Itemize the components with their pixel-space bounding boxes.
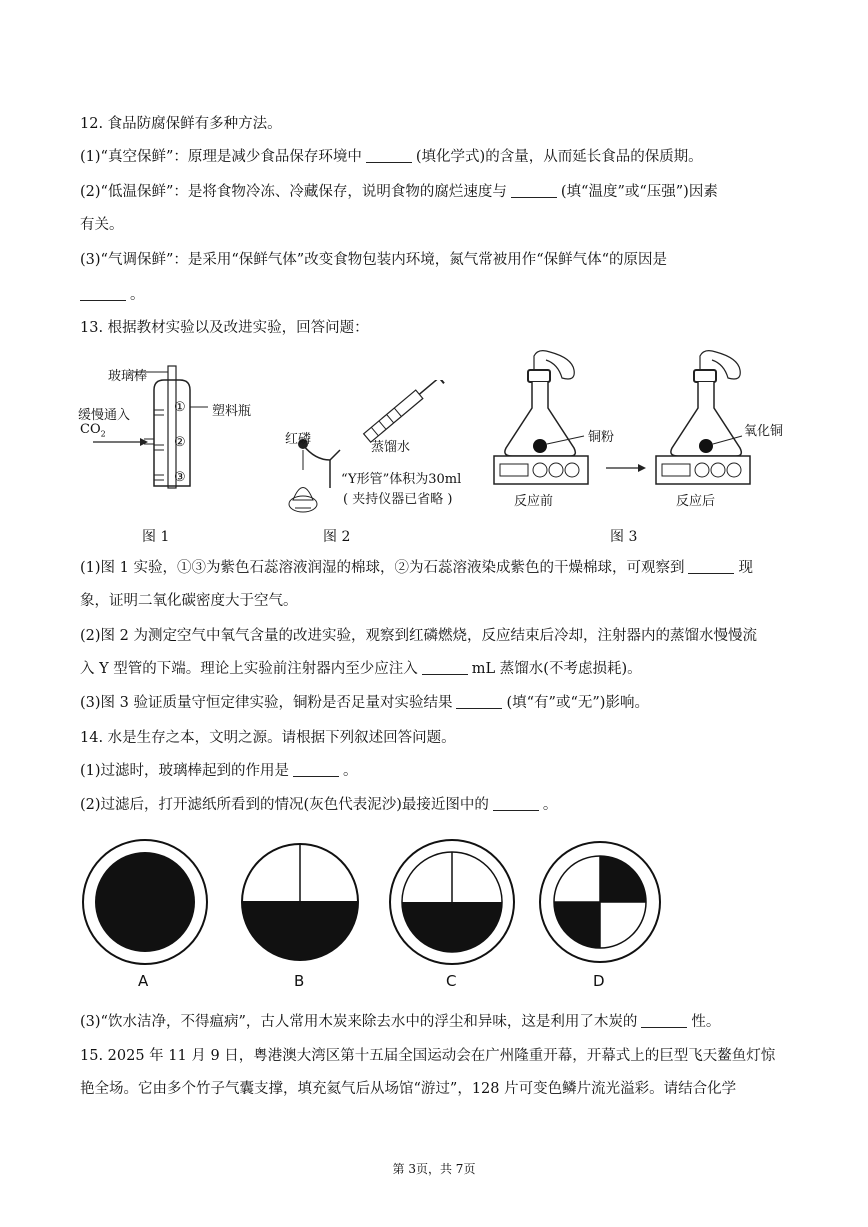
q15-line-2: 艳全场。它由多个竹子气囊支撑，填充氦气后从场馆“游过”，128 片可变色鳞片流光溢彩。请结合化学 (80, 1081, 737, 1097)
q14-part2-text-a: (2)过滤后，打开滤纸所看到的情况(灰色代表泥沙)最接近图中的 (80, 797, 489, 813)
q13-part2-text-b: 入 Y 型管的下端。理论上实验前注射器内至少应注入 (80, 661, 418, 677)
page-footer: 第 3页，共 7页 (392, 1162, 476, 1176)
answer-blank[interactable] (641, 1013, 687, 1028)
q12-part2-cont: 有关。 (80, 217, 124, 233)
q12-part1 (80, 147, 703, 167)
copper-powder-label: 铜粉 (588, 430, 615, 445)
option-b-label: B (294, 972, 305, 990)
figure-1-caption: 图 1 (142, 529, 170, 545)
plastic-bottle-label: 塑料瓶 (212, 404, 252, 419)
answer-blank[interactable] (366, 148, 412, 163)
q13-part2-text-c: mL 蒸馏水(不考虑损耗)。 (471, 661, 642, 677)
q13-part1-text-a: (1)图 1 实验，①③为紫色石蕊溶液润湿的棉球，②为石蕊溶液染成紫色的干燥棉球，可观察到 (80, 560, 685, 576)
clamp-note: ( 夹持仪器已省略 ) (343, 492, 453, 507)
filter-paper-options (80, 830, 780, 1000)
red-phosphorus-label: 红磷 (285, 432, 312, 447)
distilled-water-label: 蒸馏水 (371, 440, 411, 455)
glass-rod-label: 玻璃棒 (108, 369, 148, 384)
q12-part2-text-b: (填“温度”或“压强”)因素 (560, 184, 718, 200)
q13-title: 13. 根据教材实验以及改进实验，回答问题： (80, 320, 369, 336)
q12-title: 12. 食品防腐保鲜有多种方法。 (80, 116, 282, 132)
figure-2-caption: 图 2 (323, 529, 351, 545)
q12-part3-end: 。 (130, 287, 145, 303)
ball-1-label: ① (174, 400, 186, 415)
co2-label (80, 422, 106, 439)
figure-1-co2-bottle (78, 360, 278, 545)
q12-part1-text-a: (1)“真空保鲜”：原理是减少食品保存环境中 (80, 149, 362, 165)
answer-blank[interactable] (422, 660, 468, 675)
q13-part1 (80, 558, 753, 578)
q13-part3-text-a: (3)图 3 验证质量守恒定律实验，铜粉是否足量对实验结果 (80, 695, 453, 711)
q12-part2-text-a: (2)“低温保鲜”：是将食物冷冻、冷藏保存，说明食物的腐烂速度与 (80, 184, 507, 200)
q14-part1 (80, 761, 358, 781)
option-d-label: D (593, 972, 605, 990)
q12-part3: (3)“气调保鲜”：是采用“保鲜气体”改变食物包装内环境，氮气常被用作“保鲜气体“的原因是 (80, 252, 668, 268)
option-c-label: C (446, 972, 457, 990)
answer-blank[interactable] (688, 559, 734, 574)
ball-3-label: ③ (174, 470, 186, 485)
q13-part3 (80, 693, 649, 713)
answer-blank[interactable] (293, 762, 339, 777)
q13-part1-cont: 象，证明二氧化碳密度大于空气。 (80, 593, 298, 609)
ball-2-label: ② (174, 435, 186, 450)
copper-oxide-label: 氧化铜 (744, 424, 784, 439)
before-reaction-label: 反应前 (514, 494, 554, 509)
co2-text: CO (80, 422, 101, 437)
q13-part2-cont (80, 659, 642, 679)
answer-blank[interactable] (456, 694, 502, 709)
after-reaction-label: 反应后 (676, 494, 716, 509)
q14-part2 (80, 795, 557, 815)
q14-part3-text-b: 性。 (691, 1014, 721, 1030)
option-a-label: A (138, 972, 149, 990)
figure-3-caption: 图 3 (610, 529, 638, 545)
inlet-label: 缓慢通入 (78, 408, 131, 423)
q14-part3 (80, 1012, 720, 1032)
q14-part3-text-a: (3)“饮水洁净，不得瘟病”，古人常用木炭来除去水中的浮尘和异味，这是利用了木炭的 (80, 1014, 638, 1030)
q14-part2-text-b: 。 (542, 797, 558, 813)
q12-part2 (80, 182, 718, 202)
answer-blank[interactable] (80, 286, 126, 301)
q12-part3-cont (80, 285, 145, 305)
q14-part1-text-b: 。 (343, 763, 358, 779)
answer-blank[interactable] (511, 183, 557, 198)
q15-line-1: 15. 2025 年 11 月 9 日，粤港澳大湾区第十五届全国运动会在广州隆重开幕，开幕式上的巨型飞天鳌鱼灯惊 (80, 1048, 776, 1064)
q12-part1-text-b: (填化学式)的含量，从而延长食品的保质期。 (415, 149, 703, 165)
co2-subscript: 2 (100, 429, 106, 439)
y-tube-note: “Y形管”体积为30ml (341, 472, 462, 487)
q13-part3-text-b: (填“有”或“无”)影响。 (506, 695, 649, 711)
figure-2-y-tube (285, 380, 485, 545)
filter-paper-diagram (80, 830, 780, 970)
q13-part2: (2)图 2 为测定空气中氧气含量的改进实验，观察到红磷燃烧，反应结束后冷却，注射器内的蒸馏水慢慢流 (80, 628, 757, 644)
q14-part1-text-a: (1)过滤时，玻璃棒起到的作用是 (80, 763, 290, 779)
answer-blank[interactable] (493, 796, 539, 811)
figure-3-mass-conservation (488, 348, 798, 548)
q13-part1-text-b: 现 (738, 560, 753, 576)
q14-title: 14. 水是生存之本，文明之源。请根据下列叙述回答问题。 (80, 730, 456, 746)
